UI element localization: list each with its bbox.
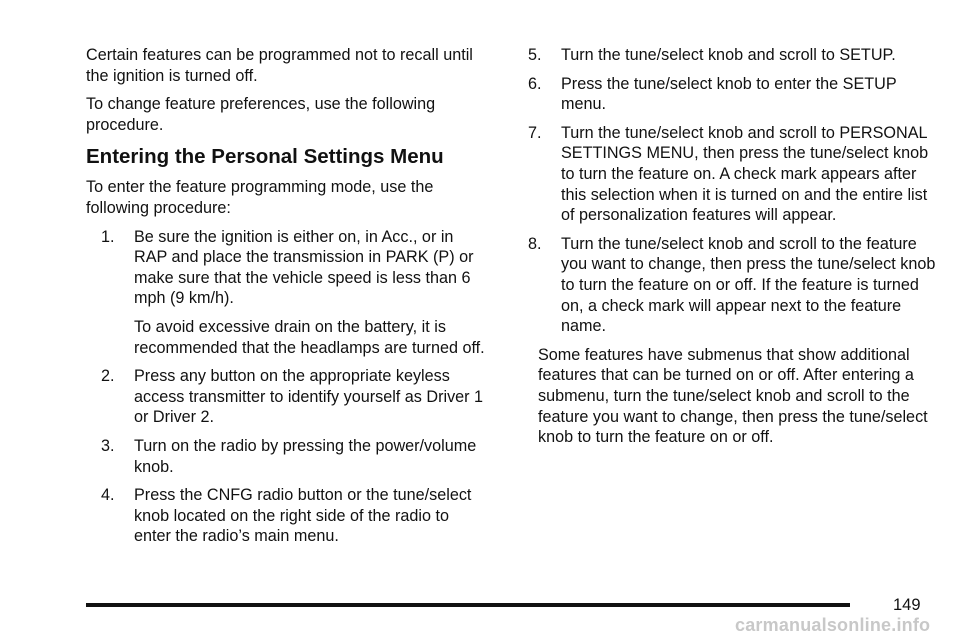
step-number: 8. — [528, 234, 542, 253]
footer-rule — [86, 603, 850, 607]
step-note: Some features have submenus that show additional features that can be turned on or off. After entering a submenu, turn the tune/select knob and scroll to the feature you want to change, then press the tune/select knob to turn the feature on or off. — [538, 345, 928, 447]
step-text: Be sure the ignition is either on, in Acc., or in RAP and place the transmission in PARK (P) or make sure that the vehicle speed is less than 6 mph (9 km/h). — [134, 227, 474, 308]
intro-paragraph-preferences: To change feature preferences, use the following procedure. — [86, 95, 436, 134]
step-number: 4. — [101, 486, 115, 505]
intro-paragraph-programming: To enter the feature programming mode, use the following procedure: — [86, 178, 434, 217]
watermark: carmanualsonline.info — [735, 615, 931, 635]
page-number: 149 — [893, 596, 921, 614]
list-item-step-1 — [101, 227, 486, 359]
list-item-step-8 — [528, 234, 938, 448]
step-note: To avoid excessive drain on the battery, it is recommended that the headlamps are turned off. — [134, 317, 485, 357]
step-number: 2. — [101, 367, 115, 386]
list-item-step-3 — [101, 436, 486, 477]
step-number: 5. — [528, 46, 542, 64]
left-column — [86, 45, 486, 555]
list-item-step-4 — [101, 485, 486, 547]
step-number: 7. — [528, 123, 542, 142]
step-text: Press any button on the appropriate keyless access transmitter to identify yourself as Driver 1 or Driver 2. — [134, 367, 484, 427]
step-text: Turn the tune/select knob and scroll to SETUP. — [561, 46, 896, 64]
procedure-list-left — [101, 227, 486, 547]
list-item-step-6 — [528, 74, 938, 115]
intro-paragraph-recall: Certain features can be programmed not to recall until the ignition is turned off. — [86, 46, 473, 85]
step-text: Turn the tune/select knob and scroll to the feature you want to change, then press the tune/select knob to turn the feature on or off. If the feature is turned on, a check mark will appear next to the feature name. — [561, 234, 936, 336]
step-text: Turn on the radio by pressing the power/volume knob. — [134, 436, 477, 476]
list-item-step-2 — [101, 366, 486, 428]
step-text: Turn the tune/select knob and scroll to PERSONAL SETTINGS MENU, then press the tune/select knob to turn the feature on. A check mark appears after this selection when it is turned on and the entire list of personalization features will appear. — [561, 123, 929, 225]
list-item-step-7 — [528, 123, 938, 226]
step-text: Press the tune/select knob to enter the SETUP menu. — [561, 74, 897, 114]
step-number: 3. — [101, 436, 115, 455]
step-number: 1. — [101, 227, 115, 246]
step-text: Press the CNFG radio button or the tune/select knob located on the right side of the radio to enter the radio’s main menu. — [134, 486, 472, 546]
right-column — [528, 45, 938, 456]
step-number: 6. — [528, 74, 542, 93]
procedure-list-right — [528, 45, 938, 448]
list-item-step-5 — [528, 45, 938, 66]
section-heading: Entering the Personal Settings Menu — [86, 145, 444, 169]
